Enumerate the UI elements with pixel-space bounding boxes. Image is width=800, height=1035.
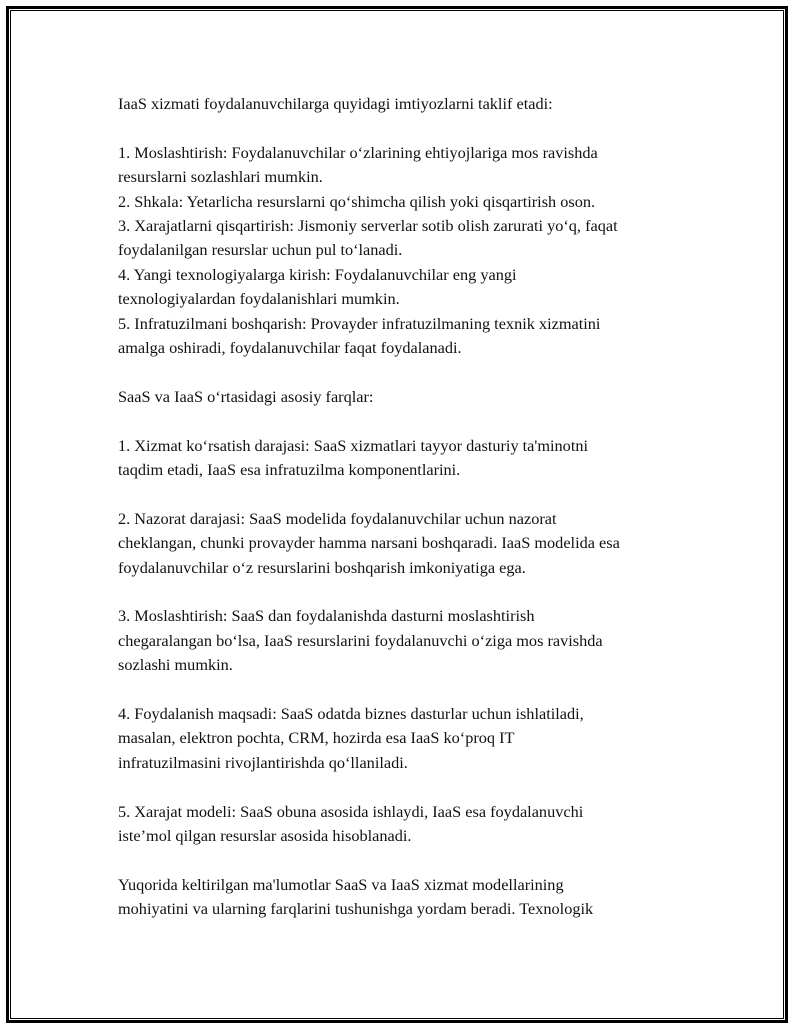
conclusion-line: mohiyatini va ularning farqlarini tushunishga yordam beradi. Texnologik (118, 899, 594, 919)
list-item-line: sozlashi mumkin. (118, 655, 233, 675)
list-item (118, 702, 688, 775)
list-item-line: 5. Infratuzilmani boshqarish: Provayder infratuzilmaning texnik xizmatini (118, 313, 601, 333)
list-item (118, 604, 688, 677)
list-item-line: 1. Xizmat ko‘rsatish darajasi: SaaS xizmatlari tayyor dasturiy ta'minotni (118, 435, 589, 455)
list-item (118, 800, 688, 849)
list-item (118, 434, 688, 483)
list-item-line: masalan, elektron pochta, CRM, hozirda esa IaaS ko‘proq IT (118, 728, 515, 748)
list-item-line: 1. Moslashtirish: Foydalanuvchilar o‘zlarining ehtiyojlariga mos ravishda (118, 142, 598, 162)
list-item-line: 3. Xarajatlarni qisqartirish: Jismoniy serverlar sotib olish zarurati yo‘q, faqat (118, 216, 618, 236)
list-item-line: foydalanilgan resurslar uchun pul to‘lanadi. (118, 240, 403, 260)
list-item-line: 2. Shkala: Yetarlicha resurslarni qo‘shimcha qilish yoki qisqartirish oson. (118, 191, 596, 211)
list-item-line: taqdim etadi, IaaS esa infratuzilma komponentlarini. (118, 460, 461, 480)
document-body (118, 92, 688, 922)
list-item-line: chegaralangan bo‘lsa, IaaS resurslarini foydalanuvchi o‘ziga mos ravishda (118, 630, 603, 650)
list-item-line: texnologiyalardan foydalanishlari mumkin. (118, 289, 400, 309)
list-item-line: 3. Moslashtirish: SaaS dan foydalanishda dasturni moslashtirish (118, 606, 535, 626)
list-item-line: amalga oshiradi, foydalanuvchilar faqat foydalanadi. (118, 338, 462, 358)
list-item-line: 4. Yangi texnologiyalarga kirish: Foydalanuvchilar eng yangi (118, 264, 517, 284)
list-item-line: iste’mol qilgan resurslar asosida hisoblanadi. (118, 826, 412, 846)
list-item (118, 214, 688, 263)
list-item-line: resurslarni sozlashlari mumkin. (118, 167, 323, 187)
list-item (118, 263, 688, 312)
list-item (118, 507, 688, 580)
iaas-benefits-list (118, 141, 688, 361)
list-item-line: cheklangan, chunki provayder hamma narsani boshqaradi. IaaS modelida esa (118, 533, 620, 553)
list-item (118, 190, 688, 214)
list-item (118, 312, 688, 361)
list-item-line: 5. Xarajat modeli: SaaS obuna asosida ishlaydi, IaaS esa foydalanuvchi (118, 801, 584, 821)
conclusion-line: Yuqorida keltirilgan ma'lumotlar SaaS va IaaS xizmat modellarining (118, 874, 564, 894)
list-item-line: 4. Foydalanish maqsadi: SaaS odatda biznes dasturlar uchun ishlatiladi, (118, 704, 584, 724)
differences-list (118, 434, 688, 849)
list-item-line: foydalanuvchilar o‘z resurslarini boshqarish imkoniyatiga ega. (118, 557, 526, 577)
differences-heading: SaaS va IaaS o‘rtasidagi asosiy farqlar: (118, 386, 374, 406)
intro-paragraph: IaaS xizmati foydalanuvchilarga quyidagi imtiyozlarni taklif etadi: (118, 94, 553, 113)
conclusion-paragraph (118, 873, 688, 922)
list-item-line: infratuzilmasini rivojlantirishda qo‘llaniladi. (118, 752, 408, 772)
list-item-line: 2. Nazorat darajasi: SaaS modelida foydalanuvchilar uchun nazorat (118, 508, 557, 528)
list-item (118, 141, 688, 190)
